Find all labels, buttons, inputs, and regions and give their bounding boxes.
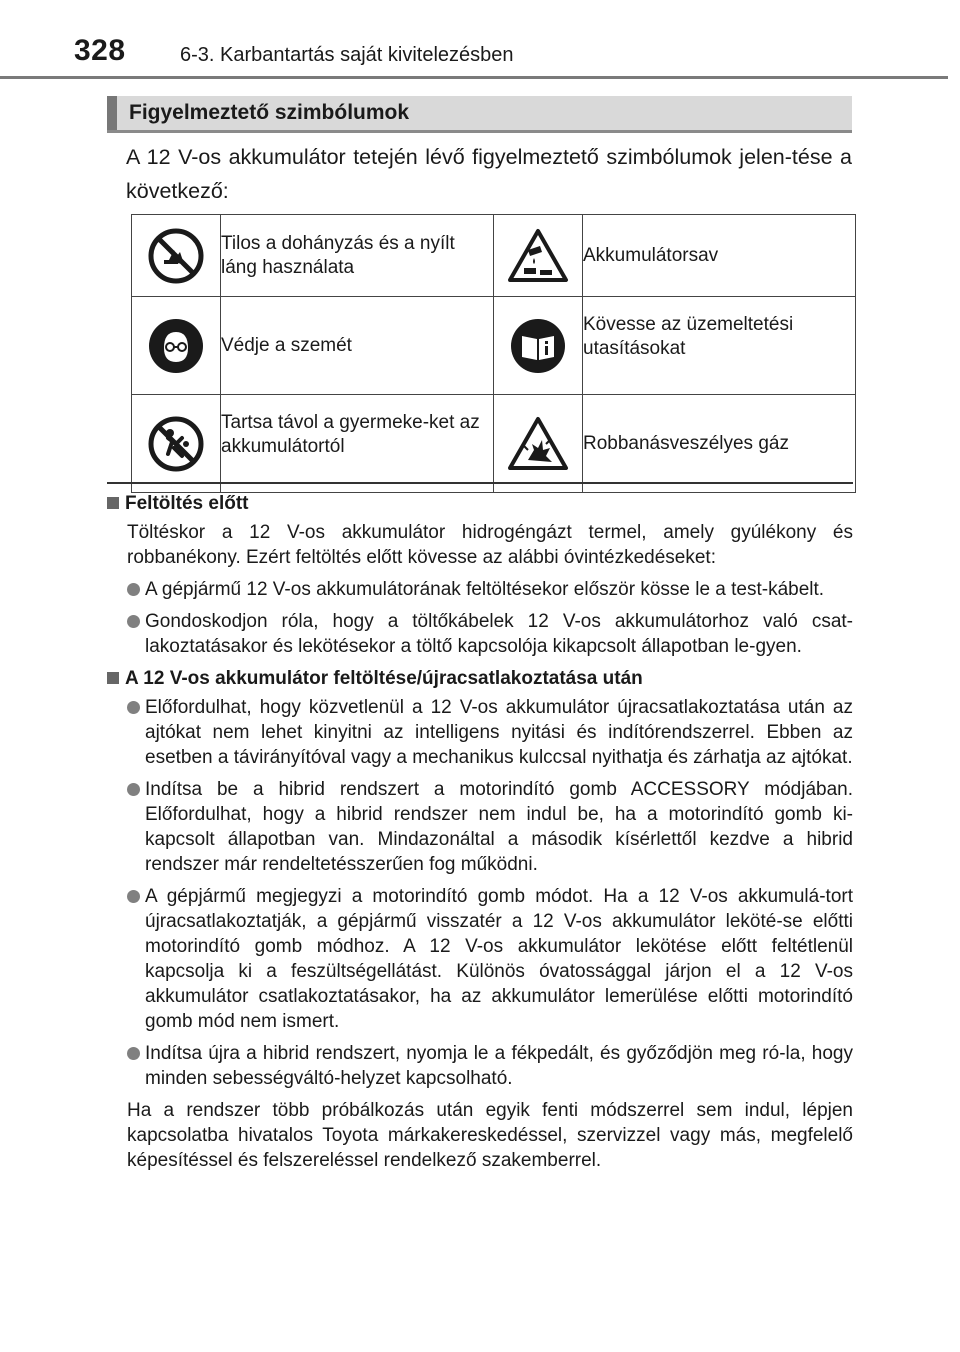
list-item: [127, 577, 853, 602]
bullet-dot-icon: [127, 1047, 140, 1060]
list-item-text: A gépjármű 12 V-os akkumulátorának feltöltésekor először kösse le a test-kábelt.: [145, 579, 825, 600]
symbol-label: Tilos a dohányzás és a nyílt láng használata: [221, 215, 494, 297]
symbol-icon-cell: [494, 297, 583, 395]
closing-text: Ha a rendszer több próbálkozás után egyik fenti módszerrel sem indul, lépjen kapcsolatba hivatalos Toyota márkakereskedéssel, szervizzel vagy más, megfelelő képesítéssel és felszereléssel rendelkező szakemberrel.: [127, 1100, 853, 1171]
list-item-text: Indítsa újra a hibrid rendszert, nyomja le a fékpedált, és győződjön meg ró-la, hogy minden sebességváltó-helyzet kapcsolható.: [145, 1043, 853, 1089]
list-item-text: Előfordulhat, hogy közvetlenül a 12 V-os akkumulátor újracsatlakoztatása után az ajtókat nem lehet kinyitni az intelligens nyitási és indítórendszerrel. Ebben az esetben a távirányítóval vagy a mechanikus kulccsal nyithatja és zárhatja az ajtókat.: [145, 697, 853, 768]
symbol-label: Robbanásveszélyes gáz: [583, 395, 856, 493]
list-item: [127, 884, 853, 1034]
warning-symbols-table: [131, 214, 856, 493]
list-item: [127, 1041, 853, 1091]
symbols-row: [132, 395, 856, 493]
charging-title: Feltöltés előtt: [125, 493, 249, 514]
bullet-dot-icon: [127, 783, 140, 796]
bullet-dot-icon: [127, 701, 140, 714]
list-item-text: Gondoskodjon róla, hogy a töltőkábelek 12 V-os akkumulátorhoz való csat-lakoztatásakor és lekötésekor a töltő kapcsolója kikapcsolt állapotban le-gyen.: [145, 611, 853, 657]
explosive-gas-warning-icon: [506, 414, 570, 474]
symbol-label: Tartsa távol a gyermeke-ket az akkumulátortól: [221, 395, 494, 493]
bullet-dot-icon: [127, 890, 140, 903]
reconnect-title: A 12 V-os akkumulátor feltöltése/újracsatlakoztatása után: [125, 668, 643, 689]
reconnect-heading: [107, 666, 853, 691]
main-content: [107, 491, 853, 1173]
charging-heading: [107, 491, 853, 516]
battery-acid-warning-icon: [506, 226, 570, 286]
section-title: Figyelmeztető szimbólumok: [129, 101, 410, 124]
manual-book-icon: [508, 316, 568, 376]
header-rule: [0, 76, 948, 79]
symbol-icon-cell: [132, 395, 221, 493]
list-item-text: Indítsa be a hibrid rendszert a motorindító gomb ACCESSORY módjában. Előfordulhat, hogy a hibrid rendszer nem indul be, ha a motorindító gomb ki-kapcsolt állapotban van. Mindazonáltal a második kísérlettől kezdve a hibrid rendszer már rendeltetésszerűen fog működni.: [145, 779, 853, 875]
symbol-icon-cell: [132, 215, 221, 297]
section-heading: [107, 96, 852, 133]
symbols-row: [132, 297, 856, 395]
bullet-dot-icon: [127, 583, 140, 596]
keep-children-away-icon: [146, 414, 206, 474]
square-bullet-icon: [107, 672, 119, 684]
chapter-title: 6-3. Karbantartás saját kivitelezésben: [180, 44, 514, 66]
eye-protection-icon: [146, 316, 206, 376]
symbol-icon-cell: [132, 297, 221, 395]
list-item: [127, 777, 853, 877]
square-bullet-icon: [107, 497, 119, 509]
page-number: 328: [74, 34, 126, 67]
symbol-label: Védje a szemét: [221, 297, 494, 395]
list-item: [127, 695, 853, 770]
section-accent: [107, 96, 117, 130]
intro-text: A 12 V-os akkumulátor tetején lévő figyelmeztető szimbólumok jelen-tése a következő:: [126, 145, 852, 203]
symbol-label: Akkumulátorsav: [583, 215, 856, 297]
charging-text: Töltéskor a 12 V-os akkumulátor hidrogéngázt termel, amely gyúlékony és robbanékony. Ezért feltöltés előtt kövesse az alábbi óvintézkedéseket:: [127, 522, 853, 568]
symbol-label: Kövesse az üzemeltetési utasításokat: [583, 297, 856, 395]
symbol-icon-cell: [494, 215, 583, 297]
page-header: [0, 0, 960, 80]
no-smoking-flame-icon: [146, 226, 206, 286]
list-item: [127, 609, 853, 659]
list-item-text: A gépjármű megjegyzi a motorindító gomb módot. Ha a 12 V-os akkumulá-tort újracsatlakoztatják, a gépjármű visszatér a 12 V-os akkumulátor leköté-se előtti motorindító gomb módhoz. A 12 V-os akkumulátor lekötése előtt feltétlenül kapcsolja ki a feszültségellátást. Különös óvatossággal járjon el a 12 V-os akkumulátor csatlakoztatásakor, ha az akkumulátor lemerülése előtti motorindító gomb mód nem ismert.: [145, 886, 853, 1032]
section-divider: [107, 482, 853, 484]
symbols-row: [132, 215, 856, 297]
symbol-icon-cell: [494, 395, 583, 493]
bullet-dot-icon: [127, 615, 140, 628]
